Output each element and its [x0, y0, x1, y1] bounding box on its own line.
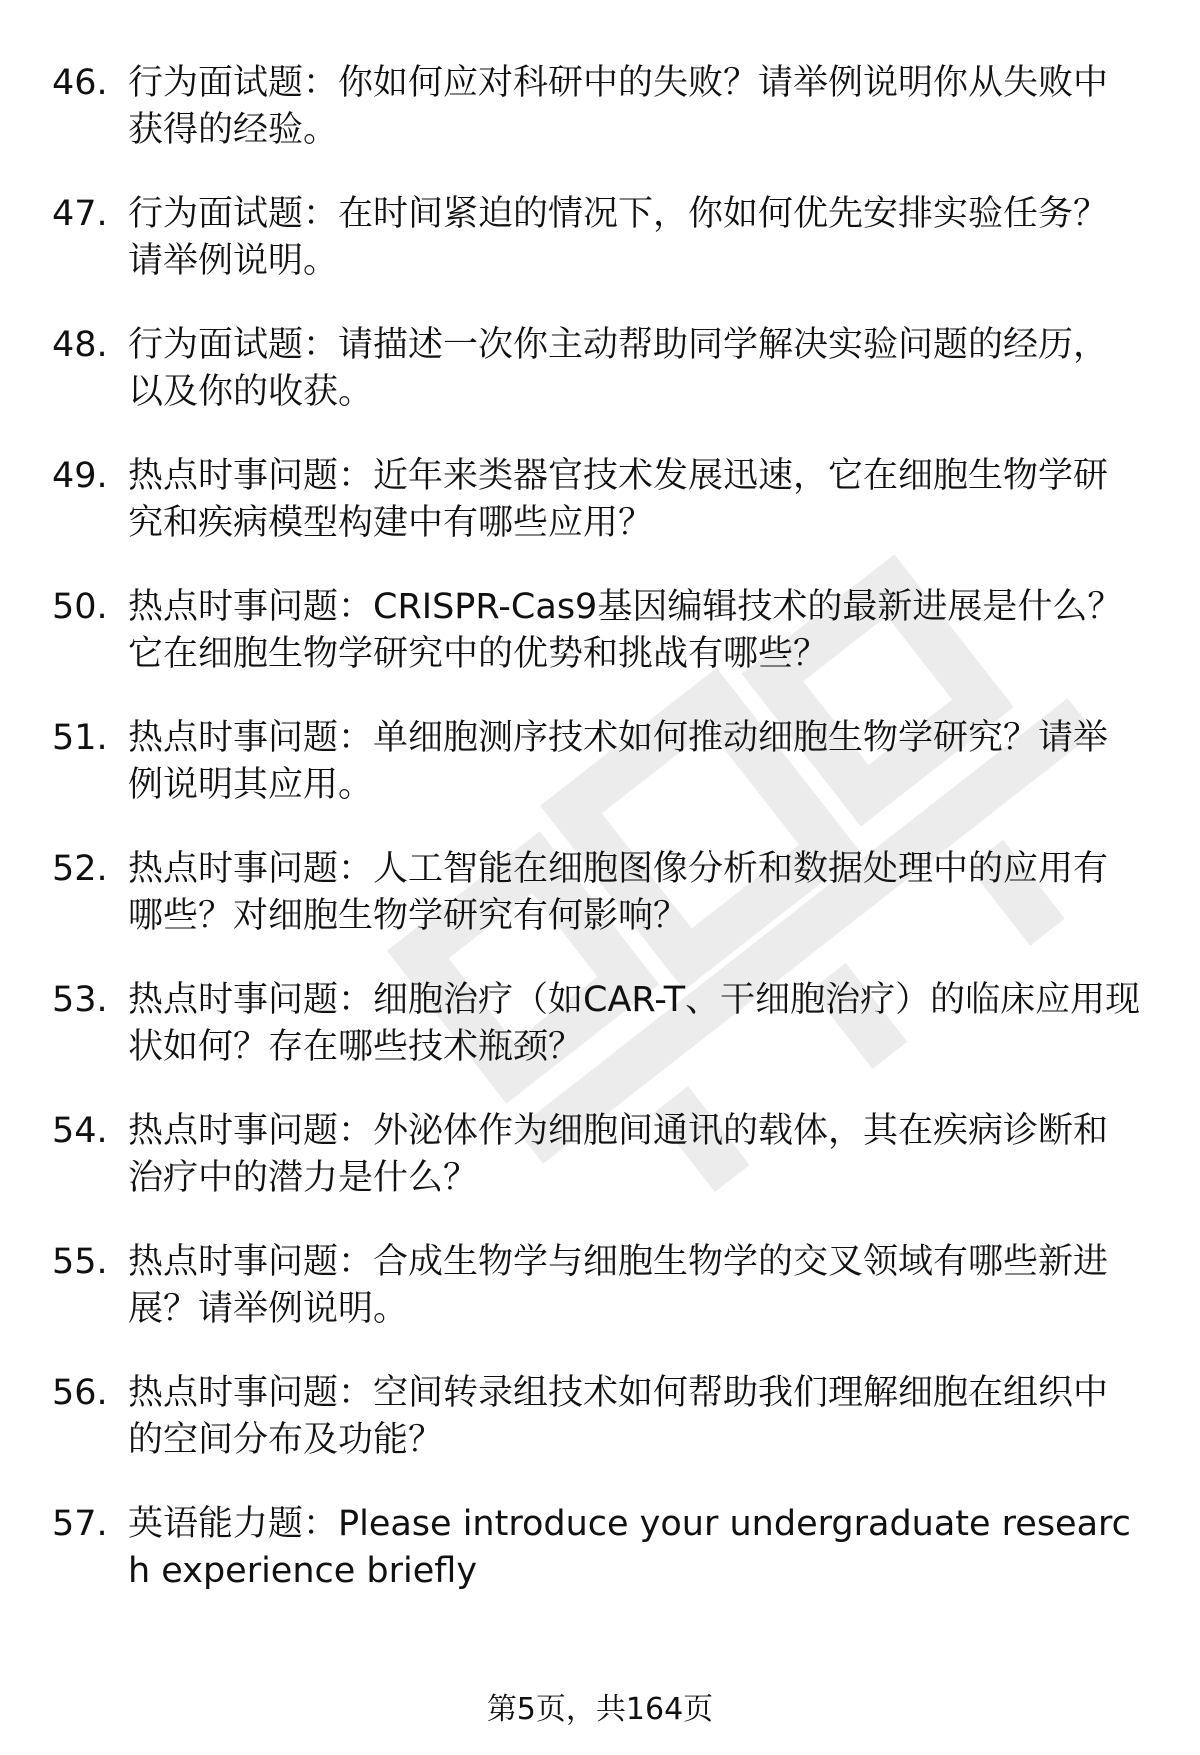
question-item	[52, 1501, 1142, 1632]
question-item	[52, 453, 1142, 584]
question-text: 行为面试题：你如何应对科研中的失败？请举例说明你从失败中获得的经验。	[128, 63, 1109, 150]
question-text: 英语能力题：Please introduce your undergraduate research experience briefly	[128, 1504, 1131, 1591]
question-number: 57.	[52, 1504, 108, 1544]
question-item	[52, 1239, 1142, 1370]
question-number: 54.	[52, 1111, 108, 1151]
question-list	[52, 60, 1142, 1632]
question-number: 50.	[52, 587, 108, 627]
question-number: 56.	[52, 1373, 108, 1413]
question-item	[52, 977, 1142, 1108]
question-text: 行为面试题：请描述一次你主动帮助同学解决实验问题的经历，以及你的收获。	[128, 325, 1109, 412]
question-item	[52, 191, 1142, 322]
question-item	[52, 846, 1142, 977]
question-text: 热点时事问题：单细胞测序技术如何推动细胞生物学研究？请举例说明其应用。	[128, 718, 1109, 805]
question-number: 47.	[52, 194, 108, 234]
question-number: 46.	[52, 63, 108, 103]
question-number: 53.	[52, 980, 108, 1020]
question-text: 热点时事问题：近年来类器官技术发展迅速，它在细胞生物学研究和疾病模型构建中有哪些应用？	[128, 456, 1109, 543]
page-number-footer: 第5页，共164页	[486, 1692, 714, 1727]
question-text: 热点时事问题：人工智能在细胞图像分析和数据处理中的应用有哪些？对细胞生物学研究有何影响？	[128, 849, 1109, 936]
question-item	[52, 1370, 1142, 1501]
question-item	[52, 322, 1142, 453]
question-item	[52, 1108, 1142, 1239]
question-item	[52, 584, 1142, 715]
question-number: 52.	[52, 849, 108, 889]
question-text: 热点时事问题：CRISPR-Cas9基因编辑技术的最新进展是什么？它在细胞生物学研究中的优势和挑战有哪些？	[128, 587, 1123, 674]
question-number: 55.	[52, 1242, 108, 1282]
question-text: 热点时事问题：细胞治疗（如CAR-T、干细胞治疗）的临床应用现状如何？存在哪些技术瓶颈？	[128, 980, 1141, 1067]
question-item	[52, 60, 1142, 191]
question-text: 热点时事问题：空间转录组技术如何帮助我们理解细胞在组织中的空间分布及功能？	[128, 1373, 1109, 1460]
question-item	[52, 715, 1142, 846]
question-text: 行为面试题：在时间紧迫的情况下，你如何优先安排实验任务？请举例说明。	[128, 194, 1109, 281]
question-number: 51.	[52, 718, 108, 758]
question-number: 48.	[52, 325, 108, 365]
question-text: 热点时事问题：外泌体作为细胞间通讯的载体，其在疾病诊断和治疗中的潜力是什么？	[128, 1111, 1109, 1198]
question-text: 热点时事问题：合成生物学与细胞生物学的交叉领域有哪些新进展？请举例说明。	[128, 1242, 1109, 1329]
question-number: 49.	[52, 456, 108, 496]
